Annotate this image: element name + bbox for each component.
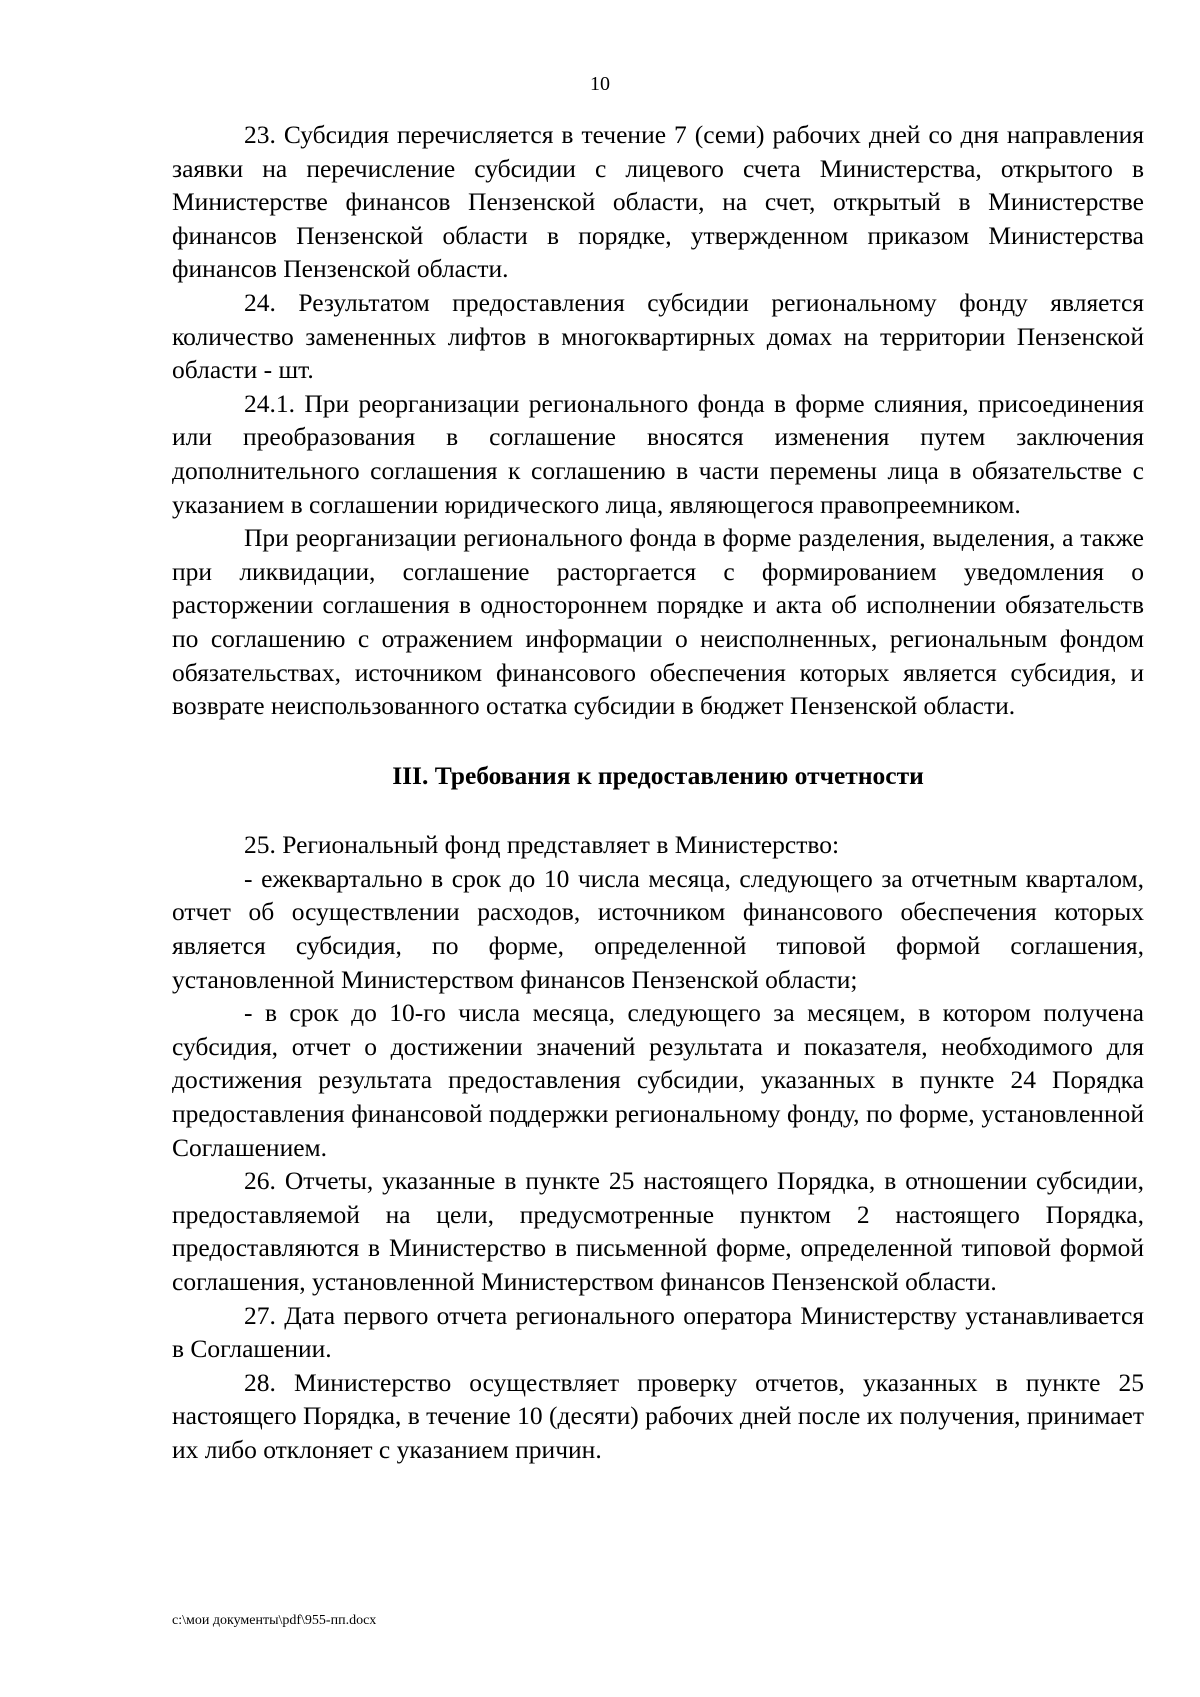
paragraph-24-1: 24.1. При реорганизации регионального фонда в форме слияния, присоединения или преобразования в соглашение вносятся изменения путем заключения дополнительного соглашения к соглашению в части перемены лица в обязательстве с указанием в соглашении юридического лица, являющегося правопреемником.: [172, 388, 1144, 519]
paragraph-25-item-quarterly: - ежеквартально в срок до 10 числа месяца, следующего за отчетным кварталом, отчет об осуществлении расходов, источником финансового обеспечения которых является субсидия, по форме, определенной типовой формой соглашения, установленной Министерством финансов Пензенской области;: [172, 863, 1144, 994]
paragraph-27: 27. Дата первого отчета регионального оператора Министерству устанавливается в Соглашении.: [172, 1300, 1144, 1364]
paragraph-25: 25. Региональный фонд представляет в Министерство:: [244, 830, 840, 860]
footer-file-path: c:\мои документы\pdf\955-пп.docx: [172, 1613, 377, 1628]
paragraph-23: 23. Субсидия перечисляется в течение 7 (семи) рабочих дней со дня направления заявки на перечисление субсидии с лицевого счета Министерства, открытого в Министерстве финансов Пензенской области, на счет, открытый в Министерстве финансов Пензенской области в порядке, утвержденном приказом Министерства финансов Пензенской области.: [172, 120, 1144, 284]
page-number: 10: [590, 73, 610, 95]
paragraph-26: 26. Отчеты, указанные в пункте 25 настоящего Порядка, в отношении субсидии, предоставляемой на цели, предусмотренные пунктом 2 настоящего Порядка, предоставляются в Министерство в письменной форме, определенной типовой формой соглашения, установленной Министерством финансов Пензенской области.: [172, 1166, 1144, 1296]
paragraph-25-item-monthly: - в срок до 10-го числа месяца, следующего за месяцем, в котором получена субсидия, отчет о достижении значений результата и показателя, необходимого для достижения результата предоставления субсидии, указанных в пункте 24 Порядка предоставления финансовой поддержки региональному фонду, по форме, установленной Соглашением.: [172, 998, 1144, 1162]
paragraph-24: 24. Результатом предоставления субсидии региональному фонду является количество замененных лифтов в многоквартирных домах на территории Пензенской области - шт.: [172, 287, 1144, 385]
paragraph-28: 28. Министерство осуществляет проверку отчетов, указанных в пункте 25 настоящего Порядка, в течение 10 (десяти) рабочих дней после их получения, принимает их либо отклоняет с указанием причин.: [172, 1367, 1144, 1464]
document-body: [172, 118, 1144, 1467]
paragraph-24-1-continued: При реорганизации регионального фонда в форме разделения, выделения, а также при ликвидации, соглашение расторгается с формированием уведомления о расторжении соглашения в одностороннем порядке и акта об исполнении обязательств по соглашению с отражением информации о неисполненных, региональным фондом обязательствах, источником финансового обеспечения которых является субсидия, и возврате неиспользованного остатка субсидии в бюджет Пензенской области.: [172, 523, 1144, 721]
section-heading: III. Требования к предоставлению отчетности: [392, 760, 924, 790]
